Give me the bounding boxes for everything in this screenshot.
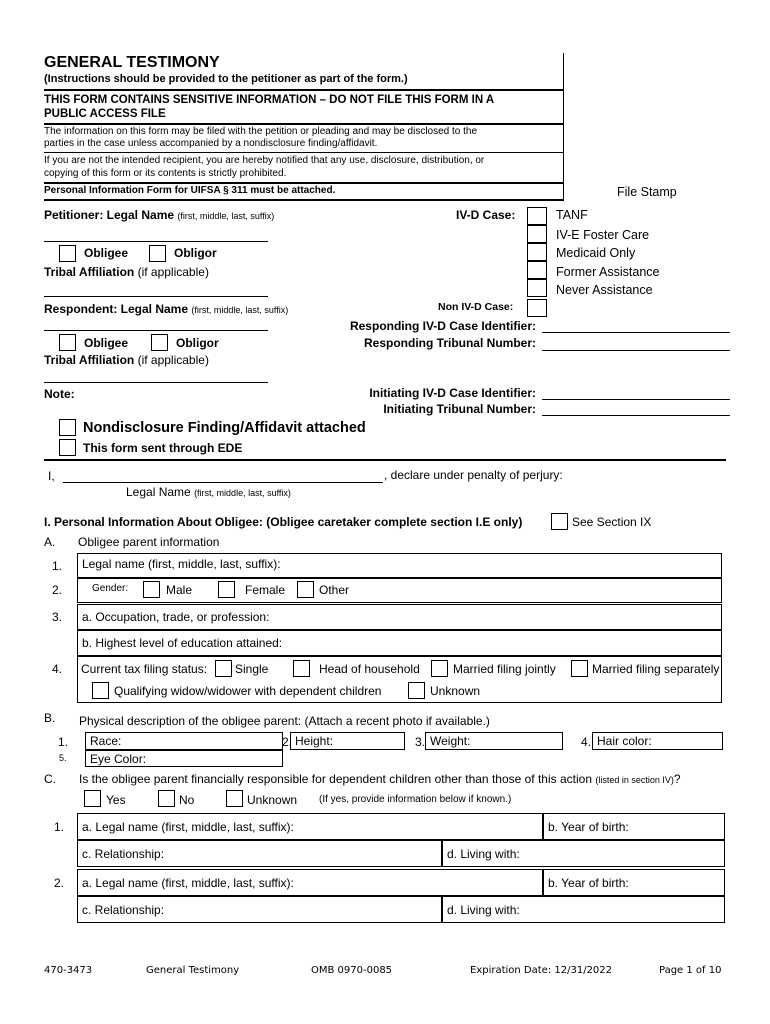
header-divider: [563, 53, 564, 200]
row-number: 3.: [52, 610, 63, 624]
non-ivd-checkbox[interactable]: [527, 299, 547, 317]
c-no-label: No: [179, 793, 195, 807]
row-number: 3.: [415, 735, 426, 749]
initiating-case-label: Initiating IV-D Case Identifier:: [369, 386, 536, 400]
c-unknown-label: Unknown: [247, 793, 298, 807]
initiating-tribunal-line[interactable]: [542, 415, 730, 416]
obligee-legal-name-field[interactable]: Legal name (first, middle, last, suffix):: [77, 553, 722, 578]
respondent-obligee-label: Obligee: [84, 336, 129, 350]
tax-hoh-checkbox[interactable]: [293, 660, 310, 677]
responding-case-line[interactable]: [542, 332, 730, 333]
tax-mfs-label: Married filing separately: [592, 662, 720, 676]
rule: [44, 199, 564, 201]
c-note: (If yes, provide information below if known.): [319, 794, 512, 805]
sensitive-warning-2: PUBLIC ACCESS FILE: [44, 108, 166, 120]
note-label: Note:: [44, 387, 75, 401]
weight-field[interactable]: Weight:: [425, 732, 563, 750]
info-text-2: parties in the case unless accompanied by a nondisclosure finding/affidavit.: [44, 138, 378, 149]
row-number: 1.: [54, 820, 65, 834]
row-number: 2.: [282, 735, 293, 749]
responding-tribunal-label: Responding Tribunal Number:: [363, 336, 536, 350]
section-c-question: Is the obligee parent financially responsible for dependent children other than those of this action (listed in section IV)?: [79, 772, 681, 786]
file-stamp-label: File Stamp: [617, 185, 677, 199]
gender-female-label: Female: [245, 583, 286, 597]
declarant-name-line[interactable]: [63, 482, 383, 483]
petitioner-obligor-checkbox[interactable]: [149, 245, 166, 262]
ede-label: This form sent through EDE: [83, 441, 243, 455]
ede-checkbox[interactable]: [59, 439, 76, 456]
section-b-title: Physical description of the obligee parent: (Attach a recent photo if available.): [79, 714, 490, 728]
see-section-label: See Section IX: [572, 515, 652, 529]
ivd-foster-checkbox[interactable]: [527, 225, 547, 243]
gender-other-checkbox[interactable]: [297, 581, 314, 598]
c-unknown-checkbox[interactable]: [226, 790, 243, 807]
child-2-living-field[interactable]: d. Living with:: [442, 896, 725, 923]
child-2-yob-field[interactable]: b. Year of birth:: [543, 869, 725, 896]
respondent-tribal-label: Tribal Affiliation (if applicable): [44, 353, 209, 367]
section-1-heading: I. Personal Information About Obligee: (Obligee caretaker complete section I.E only): [44, 515, 523, 529]
gender-female-checkbox[interactable]: [218, 581, 235, 598]
row-number: 5.: [59, 753, 67, 763]
tax-single-checkbox[interactable]: [215, 660, 232, 677]
tax-single-label: Single: [235, 662, 269, 676]
footer-form-number: 470-3473: [44, 965, 93, 976]
info-text: The information on this form may be filed with the petition or pleading and may be disclosed to the: [44, 126, 478, 137]
row-number: 2.: [54, 876, 65, 890]
gender-male-label: Male: [166, 583, 193, 597]
row-number: 2.: [52, 583, 63, 597]
gender-male-checkbox[interactable]: [143, 581, 160, 598]
respondent-obligor-checkbox[interactable]: [151, 334, 168, 351]
section-a-letter: A.: [44, 535, 56, 549]
occupation-field[interactable]: a. Occupation, trade, or profession:: [77, 604, 722, 630]
legal-name-caption: Legal Name (first, middle, last, suffix): [126, 485, 291, 499]
c-yes-label: Yes: [106, 793, 126, 807]
ivd-option-never: Never Assistance: [556, 283, 653, 297]
notice-text: If you are not the intended recipient, you are hereby notified that any use, disclosure, distribution, or: [44, 155, 485, 166]
row-number: 1.: [58, 735, 69, 749]
ivd-case-label: IV-D Case:: [456, 208, 516, 222]
respondent-obligee-checkbox[interactable]: [59, 334, 76, 351]
ivd-never-checkbox[interactable]: [527, 279, 547, 297]
tax-mfs-checkbox[interactable]: [571, 660, 588, 677]
ivd-tanf-checkbox[interactable]: [527, 207, 547, 225]
tax-qw-label: Qualifying widow/widower with dependent children: [114, 684, 382, 698]
footer-omb: OMB 0970-0085: [311, 965, 393, 976]
ivd-former-checkbox[interactable]: [527, 261, 547, 279]
respondent-label: Respondent: Legal Name (first, middle, last, suffix): [44, 302, 289, 316]
gender-other-label: Other: [319, 583, 350, 597]
petitioner-obligor-label: Obligor: [174, 246, 217, 260]
child-1-yob-field[interactable]: b. Year of birth:: [543, 813, 725, 840]
initiating-case-line[interactable]: [542, 399, 730, 400]
ivd-option-former: Former Assistance: [556, 265, 660, 279]
petitioner-name-line[interactable]: [44, 241, 268, 242]
row-number: 4.: [581, 735, 592, 749]
form-title: GENERAL TESTIMONY: [44, 54, 220, 71]
tax-unknown-checkbox[interactable]: [408, 682, 425, 699]
footer-page: Page 1 of 10: [659, 965, 722, 976]
nondisclosure-checkbox[interactable]: [59, 419, 76, 436]
petitioner-label: Petitioner: Legal Name (first, middle, last, suffix): [44, 208, 275, 222]
respondent-obligor-label: Obligor: [176, 336, 219, 350]
ivd-option-tanf: TANF: [556, 208, 588, 222]
nondisclosure-label: Nondisclosure Finding/Affidavit attached: [83, 420, 366, 436]
tax-unknown-label: Unknown: [430, 684, 481, 698]
tax-status-label: Current tax filing status:: [81, 662, 208, 676]
rule: [44, 182, 564, 184]
height-field[interactable]: Height:: [290, 732, 405, 750]
ivd-option-foster: IV-E Foster Care: [556, 228, 650, 242]
petitioner-obligee-label: Obligee: [84, 246, 129, 260]
attach-note: Personal Information Form for UIFSA § 311 must be attached.: [44, 185, 336, 196]
tax-mfj-label: Married filing jointly: [453, 662, 556, 676]
respondent-name-line[interactable]: [44, 330, 268, 331]
child-1-name-field[interactable]: a. Legal name (first, middle, last, suffix):: [77, 813, 543, 840]
eye-color-field[interactable]: Eye Color:: [85, 750, 283, 767]
petitioner-tribal-line[interactable]: [44, 296, 268, 297]
section-b-letter: B.: [44, 711, 56, 725]
responding-case-label: Responding IV-D Case Identifier:: [349, 319, 536, 333]
child-2-relationship-field[interactable]: c. Relationship:: [77, 896, 442, 923]
declaration-prefix: I,: [48, 469, 55, 483]
responding-tribunal-line[interactable]: [542, 350, 730, 351]
race-field[interactable]: Race:: [85, 732, 283, 750]
hair-color-field[interactable]: Hair color:: [592, 732, 723, 750]
ivd-medicaid-checkbox[interactable]: [527, 243, 547, 261]
tax-hoh-label: Head of household: [319, 662, 420, 676]
tax-qw-checkbox[interactable]: [92, 682, 109, 699]
c-no-checkbox[interactable]: [158, 790, 175, 807]
petitioner-tribal-label: Tribal Affiliation (if applicable): [44, 265, 209, 279]
section-divider: [44, 459, 726, 461]
sensitive-warning: THIS FORM CONTAINS SENSITIVE INFORMATION – DO NOT FILE THIS FORM IN A: [44, 94, 495, 106]
child-2-name-field[interactable]: a. Legal name (first, middle, last, suffix):: [77, 869, 543, 896]
footer-expiration: Expiration Date: 12/31/2022: [470, 965, 613, 976]
instructions-note: (Instructions should be provided to the petitioner as part of the form.): [44, 73, 408, 85]
see-section-checkbox[interactable]: [551, 513, 568, 530]
rule: [44, 152, 564, 153]
child-1-relationship-field[interactable]: c. Relationship:: [77, 840, 442, 867]
respondent-tribal-line[interactable]: [44, 382, 268, 383]
initiating-tribunal-label: Initiating Tribunal Number:: [383, 402, 536, 416]
row-number: 1.: [52, 559, 63, 573]
footer-form-title: General Testimony: [146, 965, 240, 976]
notice-text-2: copying of this form or its contents is strictly prohibited.: [44, 168, 287, 179]
rule: [44, 123, 564, 125]
section-c-letter: C.: [44, 772, 56, 786]
c-yes-checkbox[interactable]: [84, 790, 101, 807]
ivd-option-medicaid: Medicaid Only: [556, 246, 636, 260]
row-number: 4.: [52, 662, 63, 676]
education-field[interactable]: b. Highest level of education attained:: [77, 630, 722, 656]
child-1-living-field[interactable]: d. Living with:: [442, 840, 725, 867]
gender-label: Gender:: [92, 583, 129, 594]
tax-mfj-checkbox[interactable]: [431, 660, 448, 677]
petitioner-obligee-checkbox[interactable]: [59, 245, 76, 262]
non-ivd-label: Non IV-D Case:: [438, 301, 514, 313]
section-a-title: Obligee parent information: [78, 535, 220, 549]
declaration-suffix: , declare under penalty of perjury:: [384, 468, 563, 482]
rule: [44, 89, 564, 91]
